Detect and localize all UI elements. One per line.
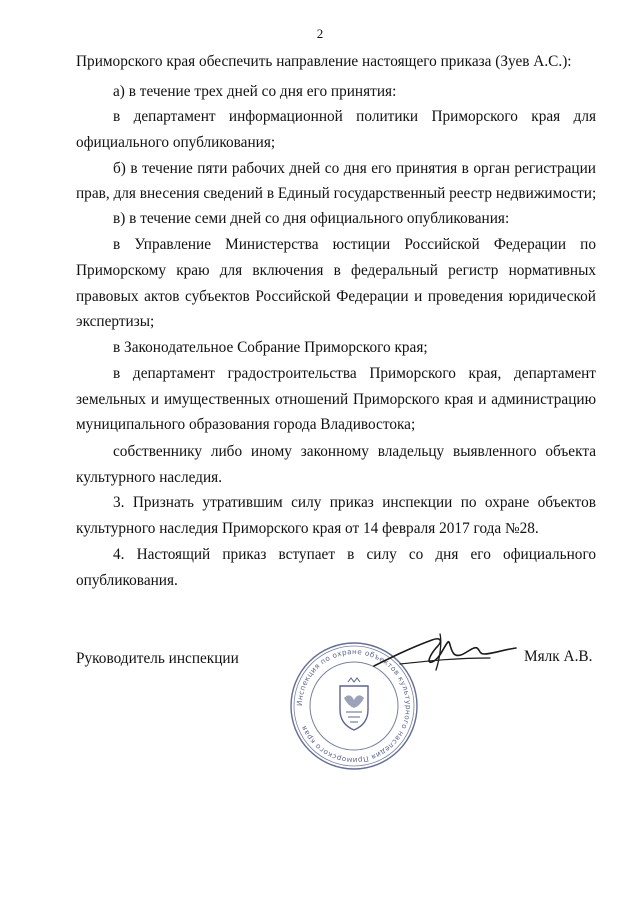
text-line: 3. Признать утратившим силу приказ инспекции по охране объектов	[113, 494, 596, 511]
text-line: Приморскому краю для включения в федеральный регистр нормативных	[76, 262, 596, 279]
text-line: 4. Настоящий приказ вступает в силу со дня его официального	[113, 546, 596, 563]
seal-ring-text: Инспекция по охране объектов культурного наследия Приморского края	[294, 646, 414, 766]
signatory-name: Мялк А.В.	[524, 648, 593, 665]
text-line: Приморского края обеспечить направление настоящего приказа (Зуев А.С.):	[76, 53, 572, 70]
coat-of-arms-icon	[340, 678, 368, 730]
text-line: культурного наследия Приморского края от 14 февраля 2017 года №28.	[76, 520, 539, 537]
text-line: культурного наследия.	[76, 469, 223, 486]
text-line: в) в течение семи дней со дня официального опубликования:	[113, 210, 510, 227]
handwritten-signature	[370, 628, 520, 676]
text-line: опубликования.	[76, 572, 178, 589]
page-number: 2	[316, 26, 324, 41]
text-line: б) в течение пяти рабочих дней со дня его принятия в орган регистрации	[113, 160, 596, 177]
text-line: прав, для внесения сведений в Единый государственный реестр недвижимости;	[76, 185, 597, 202]
text-line: правовых актов субъектов Российской Федерации и проведения юридической	[76, 288, 596, 305]
text-line: муниципального образования города Владивостока;	[76, 416, 416, 433]
text-line: официального опубликования;	[76, 134, 276, 151]
text-line: в департамент градостроительства Приморского края, департамент	[113, 365, 596, 382]
text-line: экспертизы;	[76, 313, 155, 330]
text-line: в Законодательное Собрание Приморского края;	[113, 339, 428, 356]
text-line: а) в течение трех дней со дня его принятия:	[113, 83, 397, 100]
text-line: в Управление Министерства юстиции Российской Федерации по	[113, 236, 596, 253]
text-line: земельных и имущественных отношений Приморского края и администрацию	[76, 391, 596, 408]
text-line: собственнику либо иному законному владельцу выявленного объекта	[113, 443, 596, 460]
signatory-title: Руководитель инспекции	[76, 650, 239, 667]
text-line: в департамент информационной политики Приморского края для	[113, 108, 596, 125]
